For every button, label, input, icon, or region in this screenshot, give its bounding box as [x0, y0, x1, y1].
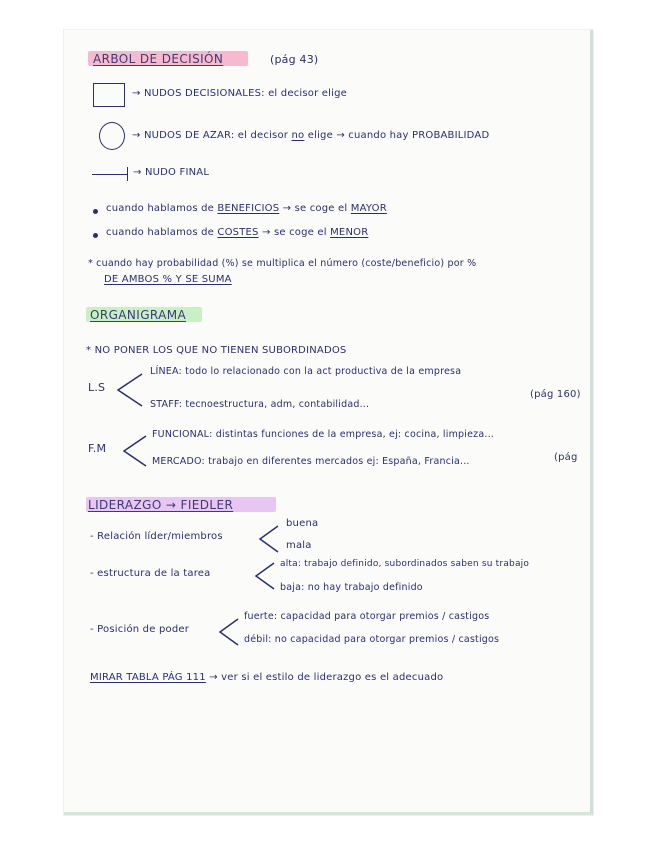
power-label: - Posición de poder [90, 624, 190, 635]
costs-value: MENOR [330, 227, 369, 238]
section-title-arbol: ARBOL DE DECISIÓN [93, 52, 224, 66]
benefits-rule [106, 203, 387, 214]
section-title-organigrama: ORGANIGRAMA [90, 308, 187, 322]
chance-node-text-a: → NUDOS DE AZAR: el decisor [132, 130, 289, 141]
angle-bracket [218, 617, 240, 647]
square-node-symbol [93, 83, 125, 107]
task-structure-label: - estructura de la tarea [90, 568, 211, 579]
angle-bracket [254, 561, 276, 591]
bullet-dot [93, 209, 98, 214]
page-ref-160: (pág 160) [530, 389, 581, 400]
final-node-text: → NUDO FINAL [133, 167, 210, 178]
relation-label: - Relación líder/miembros [90, 531, 223, 542]
page-ref: (pág 43) [270, 53, 319, 66]
benefits-value: MAYOR [350, 203, 387, 214]
probability-note-cont: DE AMBOS % Y SE SUMA [104, 274, 232, 285]
table-reference-key: MIRAR TABLA PÁG 111 [90, 672, 206, 683]
decisional-node-text: → NUDOS DECISIONALES: el decisor elige [132, 88, 347, 99]
task-high: alta: trabajo definido, subordinados saben su trabajo [280, 559, 530, 569]
relation-good: buena [286, 518, 319, 529]
circle-node-symbol [99, 122, 125, 150]
probability-note: * cuando hay probabilidad (%) se multiplica el número (coste/beneficio) por % [88, 258, 477, 269]
final-node-end-tick [127, 167, 128, 181]
chance-node-text-b: elige → cuando hay PROBABILIDAD [307, 130, 490, 141]
bullet-dot [93, 233, 98, 238]
angle-bracket [122, 434, 148, 468]
section-title-liderazgo: LIDERAZGO → FIEDLER [88, 498, 234, 512]
funcional-text: FUNCIONAL: distintas funciones de la empresa, ej: cocina, limpieza... [152, 429, 495, 440]
benefits-rule-b: → se coge el [282, 203, 348, 214]
table-reference [90, 672, 443, 683]
relation-bad: mala [286, 540, 312, 551]
angle-bracket [258, 524, 280, 554]
notebook-page [64, 30, 593, 815]
task-low: baja: no hay trabajo definido [280, 582, 423, 593]
ls-label: L.S [88, 381, 106, 394]
chance-node-text [132, 130, 489, 141]
power-weak: débil: no capacidad para otorgar premios / castigos [244, 634, 500, 645]
linea-text: LÍNEA: todo lo relacionado con la act productiva de la empresa [150, 366, 462, 377]
page-ref-cut: (pág [554, 452, 578, 463]
fm-label: F.M [88, 442, 107, 455]
staff-text: STAFF: tecnoestructura, adm, contabilidad... [150, 399, 370, 410]
angle-bracket [116, 372, 144, 408]
subordinates-note: * NO PONER LOS QUE NO TIENEN SUBORDINADOS [86, 345, 347, 356]
power-strong: fuerte: capacidad para otorgar premios / castigos [244, 611, 490, 622]
benefits-rule-a: cuando hablamos de [106, 203, 215, 214]
benefits-keyword: BENEFICIOS [217, 203, 280, 214]
costs-rule-a: cuando hablamos de [106, 227, 215, 238]
mercado-text: MERCADO: trabajo en diferentes mercados ej: España, Francia... [152, 456, 470, 467]
chance-node-no: no [291, 130, 305, 141]
costs-keyword: COSTES [217, 227, 259, 238]
costs-rule-b: → se coge el [261, 227, 327, 238]
table-reference-rest: → ver si el estilo de liderazgo es el adecuado [209, 672, 444, 683]
final-node-line [92, 174, 128, 175]
costs-rule [106, 227, 368, 238]
